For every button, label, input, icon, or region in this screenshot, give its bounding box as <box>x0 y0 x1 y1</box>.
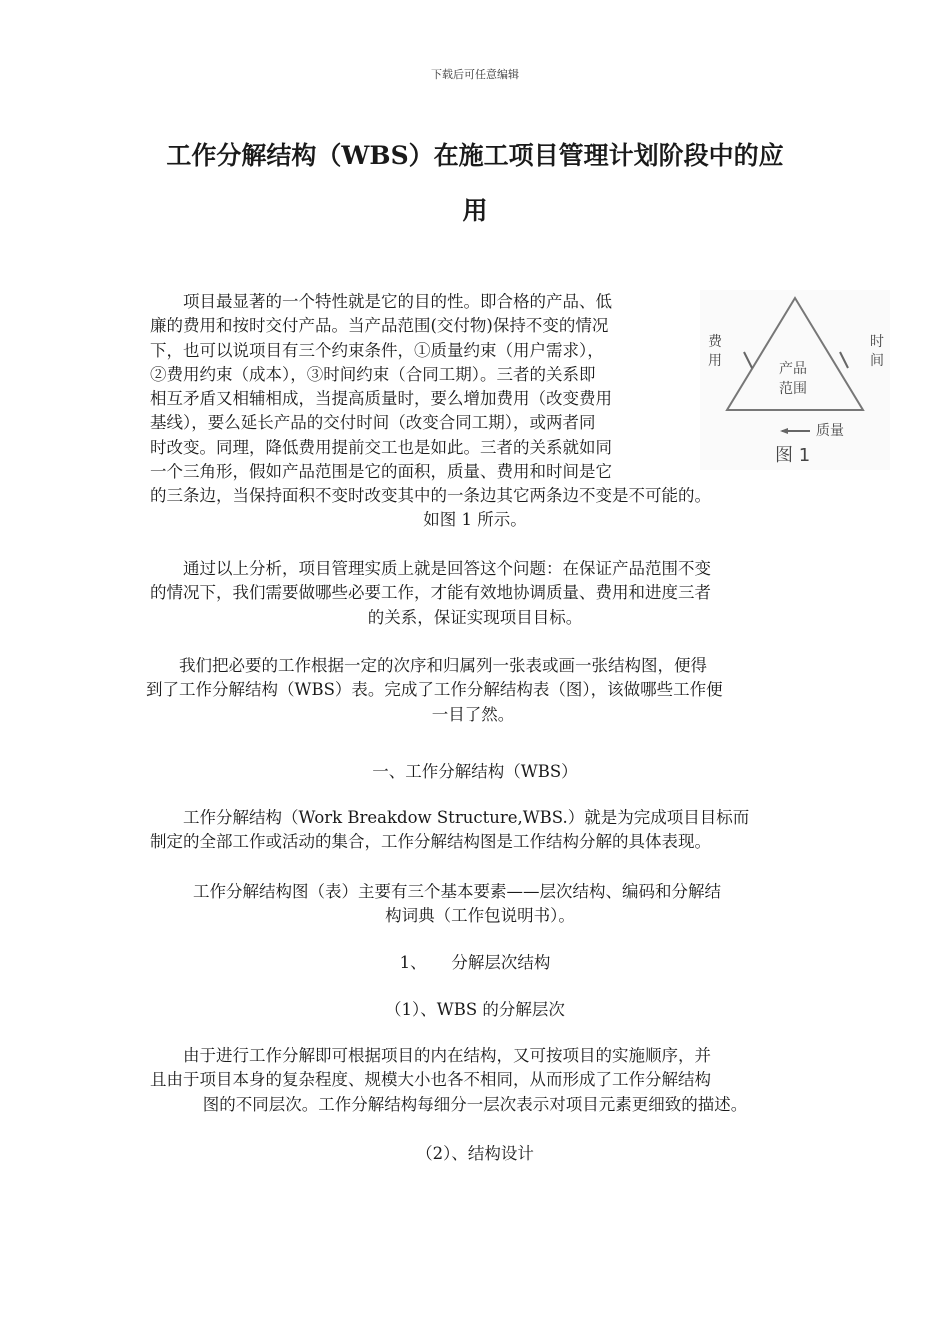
paragraph-line: ②费用约束（成本），③时间约束（合同工期）。三者的关系即 <box>150 364 596 384</box>
section-heading-1: 一、工作分解结构（WBS） <box>372 762 578 781</box>
title-line-2: 用 <box>462 196 488 225</box>
figure-label-time-1: 时 <box>870 334 884 350</box>
section-heading-3: （1）、WBS 的分解层次 <box>385 1000 565 1019</box>
paragraph-line: 相互矛盾又相辅相成，当提高质量时，要么增加费用（改变费用 <box>150 389 612 409</box>
figure-caption: 图 1 <box>775 445 811 466</box>
paragraph-line: 工作分解结构（Work Breakdow Structure,WBS.）就是为完成项目目标而 <box>183 808 750 827</box>
figure-label-product-2: 范围 <box>779 381 807 397</box>
paragraph-wbs-definition <box>150 806 800 855</box>
figure-label-quality: 质量 <box>816 423 844 439</box>
paragraph-line: 图的不同层次。工作分解结构每细分一层次表示对项目元素更细致的描述。 <box>202 1094 748 1114</box>
paragraph-intro <box>150 290 690 484</box>
paragraph-line: 廉的费用和按时交付产品。当产品范围(交付物)保持不变的情况 <box>150 316 609 336</box>
paragraph-line: 一目了然。 <box>431 704 515 724</box>
paragraph-wbs-elements <box>150 880 810 929</box>
section-heading-4: （2）、结构设计 <box>416 1144 534 1163</box>
paragraph-line: 我们把必要的工作根据一定的次序和归属列一张表或画一张结构图，便得 <box>179 656 707 675</box>
paragraph-wbs-intro <box>146 654 800 727</box>
header-note: 下载后可任意编辑 <box>431 68 519 81</box>
section-heading-2: 1、 分解层次结构 <box>399 953 551 972</box>
figure-label-cost-1: 费 <box>708 334 722 350</box>
paragraph-line: 一个三角形，假如产品范围是它的面积，质量、费用和时间是它 <box>150 462 612 482</box>
paragraph-line: 通过以上分析，项目管理实质上就是回答这个问题：在保证产品范围不变 <box>183 559 711 578</box>
paragraph-line: 到了工作分解结构（WBS）表。完成了工作分解结构表（图），该做哪些工作便 <box>146 680 723 700</box>
paragraph-line: 如图 1 所示。 <box>423 510 527 530</box>
figure-label-cost-2: 用 <box>708 353 722 369</box>
paragraph-line: 的关系，保证实现项目目标。 <box>367 607 583 627</box>
paragraph-intro-end <box>150 484 800 533</box>
paragraph-line: 且由于项目本身的复杂程度、规模大小也各不相同，从而形成了工作分解结构 <box>150 1070 711 1090</box>
paragraph-line: 工作分解结构图（表）主要有三个基本要素——层次结构、编码和分解结 <box>193 882 721 901</box>
paragraph-line: 时改变。同理，降低费用提前交工也是如此。三者的关系就如同 <box>150 437 612 457</box>
paragraph-line: 的情况下，我们需要做哪些必要工作，才能有效地协调质量、费用和进度三者 <box>150 583 711 603</box>
paragraph-analysis <box>150 557 800 630</box>
title-line-1: 工作分解结构（WBS）在施工项目管理计划阶段中的应 <box>166 141 784 170</box>
paragraph-decomposition <box>150 1044 800 1117</box>
paragraph-line: 由于进行工作分解即可根据项目的内在结构，又可按项目的实施顺序，并 <box>183 1046 711 1065</box>
paragraph-line: 基线），要么延长产品的交付时间（改变合同工期），或两者同 <box>150 413 596 433</box>
paragraph-line: 项目最显著的一个特性就是它的目的性。即合格的产品、低 <box>183 292 612 311</box>
paragraph-line: 的三条边，当保持面积不变时改变其中的一条边其它两条边不变是不可能的。 <box>150 486 711 505</box>
paragraph-line: 构词典（工作包说明书）。 <box>385 906 575 926</box>
figure-triangle <box>700 290 890 470</box>
paragraph-line: 下，也可以说项目有三个约束条件，①质量约束（用户需求）， <box>150 340 604 360</box>
figure-label-time-2: 间 <box>870 353 884 369</box>
document-title <box>150 128 800 238</box>
triangle-diagram <box>700 290 890 470</box>
paragraph-line: 制定的全部工作或活动的集合，工作分解结构图是工作结构分解的具体表现。 <box>150 832 711 852</box>
figure-label-product-1: 产品 <box>779 361 807 377</box>
